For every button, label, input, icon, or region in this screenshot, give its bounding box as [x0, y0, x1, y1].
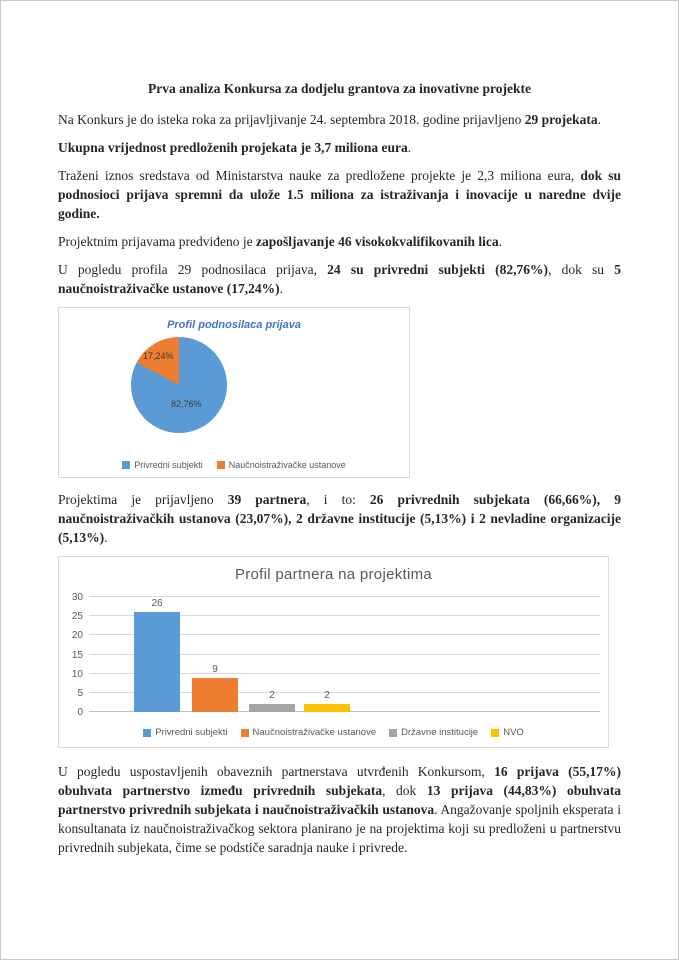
y-axis-tick-label: 10 — [71, 668, 83, 680]
bar-chart — [58, 556, 609, 748]
legend-item-1 — [143, 727, 227, 738]
y-axis-tick-label: 15 — [71, 649, 83, 661]
gridline — [89, 596, 600, 597]
text-run: , i to: — [306, 492, 370, 507]
legend-swatch-icon — [389, 729, 397, 737]
text-run: Na Konkurs je do isteka roka za prijavljivanje 24. septembra 2018. godine prijavljeno — [58, 112, 525, 127]
text-run: Projektima je prijavljeno — [58, 492, 228, 507]
pie-legend — [59, 460, 409, 470]
text-run: , dok su — [548, 262, 615, 277]
pie-slice-label-naucnoistrazivacke: 17,24% — [143, 351, 174, 361]
legend-item-2 — [241, 727, 377, 738]
bar-2 — [192, 678, 238, 713]
legend-swatch-icon — [491, 729, 499, 737]
legend-label: Privredni subjekti — [134, 460, 203, 470]
pie-slice-label-privredni-subjekti: 82,76% — [171, 399, 202, 409]
legend-swatch-icon — [122, 461, 130, 469]
text-run: U pogledu profila 29 podnosilaca prijava, — [58, 262, 328, 277]
legend-label: Naučnoistraživačke ustanove — [228, 460, 346, 470]
text-run: zapošljavanje 46 visokokvalifikovanih lica — [255, 234, 499, 249]
bar-1 — [134, 612, 180, 712]
text-run: 24 su privredni subjekti (82,76%) — [327, 262, 549, 277]
legend-label: Državne institucije — [401, 727, 479, 738]
legend-item-3 — [389, 727, 478, 738]
pie-chart — [58, 307, 410, 478]
y-axis-tick-label: 20 — [71, 630, 83, 642]
text-run: . — [597, 112, 601, 127]
paragraph-partners — [58, 490, 621, 547]
bar-chart-title: Profil partnera na projektima — [234, 566, 433, 583]
paragraph-employment — [58, 232, 621, 251]
bar-value-label: 2 — [269, 690, 275, 702]
paragraph-applicant-profile — [58, 260, 621, 298]
text-run: . Angažovanje spoljnih eksperata i konsultanata iz naučnoistraživačkog sektora planirano je na projektima koji su predloženi u partnerstvu privrednih subjekata, čime se podstiče saradnja nauke i privrede. — [58, 802, 621, 855]
legend-swatch-icon — [241, 729, 249, 737]
paragraph-requested-funds — [58, 166, 621, 223]
text-run: 29 projekata — [524, 112, 598, 127]
bar-4 — [304, 704, 350, 712]
pie-chart-title: Profil podnosilaca prijava — [167, 319, 301, 331]
text-run: 26 privrednih subjekata (66,66%), 9 naučnoistraživačkih ustanova (23,07%), 2 državne institucije (5,13%) i 2 nevladine organizacije (5,13%) — [58, 492, 621, 545]
bar-3 — [249, 704, 295, 712]
y-axis-tick-label: 25 — [71, 611, 83, 623]
text-run: , dok — [382, 783, 427, 798]
paragraph-total-value — [58, 138, 621, 157]
legend-label: NVO — [503, 727, 524, 738]
y-axis-tick-label: 5 — [77, 687, 83, 699]
text-run: 16 prijava (55,17%) obuhvata partnerstvo između privrednih subjekata — [58, 764, 621, 798]
text-run: U pogledu uspostavljenih obaveznih partnerstava utvrđenih Konkursom, — [58, 764, 495, 779]
y-axis-tick-label: 30 — [71, 592, 83, 603]
text-run: . — [407, 140, 412, 155]
bar-value-label: 26 — [151, 598, 163, 610]
legend-swatch-icon — [143, 729, 151, 737]
text-run: 5 naučnoistraživačke ustanove (17,24%) — [58, 262, 621, 296]
text-run: 39 partnera — [227, 492, 307, 507]
text-run: Projektnim prijavama predviđeno je — [58, 234, 256, 249]
legend-item-2 — [217, 460, 346, 470]
legend-item-1 — [122, 460, 203, 470]
text-run: Ukupna vrijednost predloženih projekata je 3,7 miliona eura — [58, 140, 408, 155]
bar-legend — [59, 727, 608, 738]
legend-swatch-icon — [217, 461, 225, 469]
paragraph-projects-count — [58, 110, 621, 129]
text-run: . — [104, 530, 108, 545]
y-axis-tick-label: 0 — [77, 707, 83, 718]
bar-value-label: 2 — [324, 690, 330, 702]
text-run: 13 prijava (44,83%) obuhvata partnerstvo privrednih subjekata i naučnoistraživačkih ustanova — [58, 783, 621, 817]
legend-label: Naučnoistraživačke ustanove — [252, 727, 377, 738]
bar-plot — [71, 592, 600, 718]
pie-plot-area — [59, 337, 409, 437]
text-run: . — [498, 234, 502, 249]
legend-item-4 — [491, 727, 524, 738]
legend-label: Privredni subjekti — [155, 727, 228, 738]
bar-value-label: 9 — [212, 663, 218, 675]
text-run: . — [279, 281, 283, 296]
paragraph-partnerships — [58, 762, 621, 857]
document-title: Prva analiza Konkursa za dodjelu grantova za inovativne projekte — [148, 81, 531, 96]
text-run: dok su podnosioci prijava spremni da ulože 1.5 miliona za istraživanja i inovacije u naredne dvije godine. — [58, 168, 622, 221]
text-run: Traženi iznos sredstava od Ministarstva nauke za predložene projekte je 2,3 miliona eura, — [58, 168, 581, 183]
